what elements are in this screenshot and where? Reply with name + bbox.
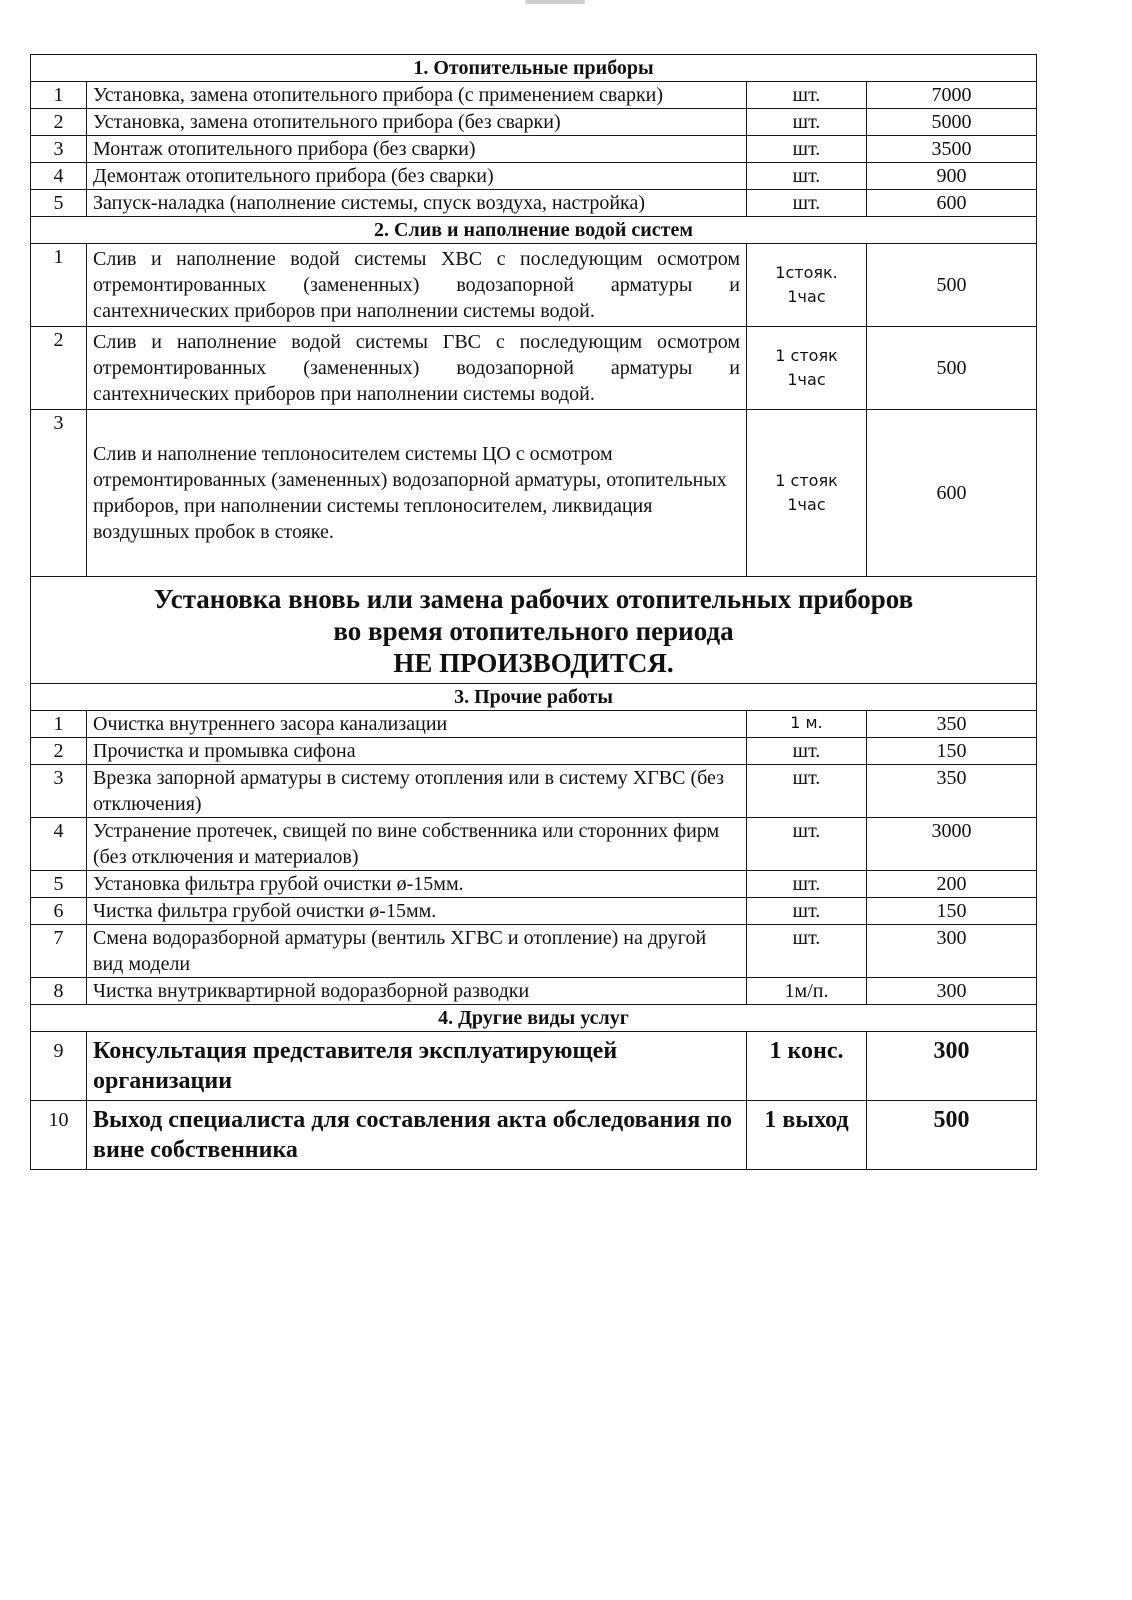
section-header-row [31, 217, 1037, 244]
table-row [31, 410, 1037, 577]
price-table [30, 54, 1037, 1170]
service-name: Прочистка и промывка сифона [87, 738, 747, 765]
service-name: Установка фильтра грубой очистки ø-15мм. [87, 871, 747, 898]
scan-edge-mark [525, 0, 585, 4]
row-number: 8 [31, 978, 87, 1005]
service-name: Врезка запорной арматуры в систему отопления или в систему ХГВС (без отключения) [87, 765, 747, 818]
row-number: 7 [31, 925, 87, 978]
unit-cell: шт. [747, 765, 867, 818]
price-cell: 350 [867, 711, 1037, 738]
row-number: 6 [31, 898, 87, 925]
row-number: 5 [31, 871, 87, 898]
table-row [31, 1032, 1037, 1101]
service-name: Демонтаж отопительного прибора (без сварки) [87, 163, 747, 190]
service-name: Очистка внутреннего засора канализации [87, 711, 747, 738]
price-cell: 300 [867, 925, 1037, 978]
section-title-other-works: 3. Прочие работы [31, 684, 1037, 711]
price-cell: 150 [867, 898, 1037, 925]
table-row [31, 163, 1037, 190]
notice-line: НЕ ПРОИЗВОДИТСЯ. [393, 648, 674, 678]
price-cell: 500 [867, 1101, 1037, 1170]
unit-cell [747, 410, 867, 577]
unit-cell: шт. [747, 925, 867, 978]
section-header-row [31, 55, 1037, 82]
unit-cell: шт. [747, 898, 867, 925]
unit-cell [747, 327, 867, 410]
section-header-row [31, 1005, 1037, 1032]
price-cell: 900 [867, 163, 1037, 190]
row-number: 4 [31, 818, 87, 871]
unit-line: 1 стояк [775, 346, 838, 365]
row-number: 2 [31, 738, 87, 765]
table-row [31, 925, 1037, 978]
row-number: 3 [31, 136, 87, 163]
unit-cell: шт. [747, 190, 867, 217]
table-row [31, 327, 1037, 410]
service-name: Слив и наполнение водой системы ГВС с последующим осмотром отремонтированных (замененных) водозапорной арматуры и сантехнических приборов при наполнении системы водой. [87, 327, 747, 410]
table-row [31, 738, 1037, 765]
unit-line: 1час [787, 287, 826, 306]
table-row [31, 82, 1037, 109]
service-name [87, 410, 747, 577]
unit-cell: шт. [747, 136, 867, 163]
price-list-document [30, 54, 1036, 1170]
table-row [31, 136, 1037, 163]
table-row [31, 711, 1037, 738]
unit-line: 1час [787, 370, 826, 389]
price-cell: 300 [867, 1032, 1037, 1101]
unit-cell: шт. [747, 163, 867, 190]
table-row [31, 1101, 1037, 1170]
table-row [31, 244, 1037, 327]
price-cell: 500 [867, 244, 1037, 327]
service-name: Чистка внутриквартирной водоразборной разводки [87, 978, 747, 1005]
row-number: 4 [31, 163, 87, 190]
unit-line: 1 стояк [775, 471, 838, 490]
service-name: Установка, замена отопительного прибора (с применением сварки) [87, 82, 747, 109]
price-cell: 3000 [867, 818, 1037, 871]
price-cell: 500 [867, 327, 1037, 410]
section-header-row [31, 684, 1037, 711]
unit-cell: 1 выход [747, 1101, 867, 1170]
unit-cell: шт. [747, 871, 867, 898]
unit-cell: шт. [747, 109, 867, 136]
price-cell: 200 [867, 871, 1037, 898]
unit-cell: 1м/п. [747, 978, 867, 1005]
table-row [31, 109, 1037, 136]
notice-line: во время отопительного периода [333, 616, 734, 646]
notice-row [31, 577, 1037, 684]
price-cell: 350 [867, 765, 1037, 818]
service-name-text: Слив и наполнение теплоносителем системы ЦО с осмотром отремонтированных (замененных) водозапорной арматуры, отопительных приборов, при наполнении системы теплоносителем, ликвидация воздушных пробок в стояке. [93, 443, 727, 543]
service-name: Монтаж отопительного прибора (без сварки) [87, 136, 747, 163]
table-row [31, 765, 1037, 818]
notice-line: Установка вновь или замена рабочих отопительных приборов [153, 584, 914, 614]
service-name: Запуск-наладка (наполнение системы, спуск воздуха, настройка) [87, 190, 747, 217]
price-cell: 300 [867, 978, 1037, 1005]
notice-block [31, 577, 1037, 684]
price-cell: 3500 [867, 136, 1037, 163]
table-row [31, 898, 1037, 925]
unit-cell: шт. [747, 738, 867, 765]
section-title-heating-devices: 1. Отопительные приборы [31, 55, 1037, 82]
unit-line: 1стояк. [775, 263, 838, 282]
unit-line: 1час [787, 495, 826, 514]
service-name: Установка, замена отопительного прибора (без сварки) [87, 109, 747, 136]
row-number: 2 [31, 109, 87, 136]
section-title-drain-fill: 2. Слив и наполнение водой систем [31, 217, 1037, 244]
service-name: Выход специалиста для составления акта обследования по вине собственника [87, 1101, 747, 1170]
service-name: Смена водоразборной арматуры (вентиль ХГВС и отопление) на другой вид модели [87, 925, 747, 978]
price-cell: 7000 [867, 82, 1037, 109]
row-number: 1 [31, 711, 87, 738]
table-row [31, 978, 1037, 1005]
price-cell: 5000 [867, 109, 1037, 136]
row-number: 3 [31, 765, 87, 818]
service-name: Чистка фильтра грубой очистки ø-15мм. [87, 898, 747, 925]
service-name: Консультация представителя эксплуатирующей организации [87, 1032, 747, 1101]
service-name: Слив и наполнение водой системы ХВС с последующим осмотром отремонтированных (замененных) водозапорной арматуры и сантехнических приборов при наполнении системы водой. [87, 244, 747, 327]
row-number: 10 [31, 1101, 87, 1170]
row-number: 2 [31, 327, 87, 410]
unit-cell: шт. [747, 818, 867, 871]
row-number: 9 [31, 1032, 87, 1101]
price-cell: 600 [867, 190, 1037, 217]
row-number: 1 [31, 82, 87, 109]
table-row [31, 818, 1037, 871]
unit-cell: 1 м. [747, 711, 867, 738]
unit-cell [747, 244, 867, 327]
unit-cell: шт. [747, 82, 867, 109]
service-name: Устранение протечек, свищей по вине собственника или сторонних фирм (без отключения и материалов) [87, 818, 747, 871]
unit-cell: 1 конс. [747, 1032, 867, 1101]
row-number: 1 [31, 244, 87, 327]
row-number: 3 [31, 410, 87, 577]
section-title-other-services: 4. Другие виды услуг [31, 1005, 1037, 1032]
price-cell: 600 [867, 410, 1037, 577]
table-row [31, 190, 1037, 217]
table-row [31, 871, 1037, 898]
price-cell: 150 [867, 738, 1037, 765]
row-number: 5 [31, 190, 87, 217]
